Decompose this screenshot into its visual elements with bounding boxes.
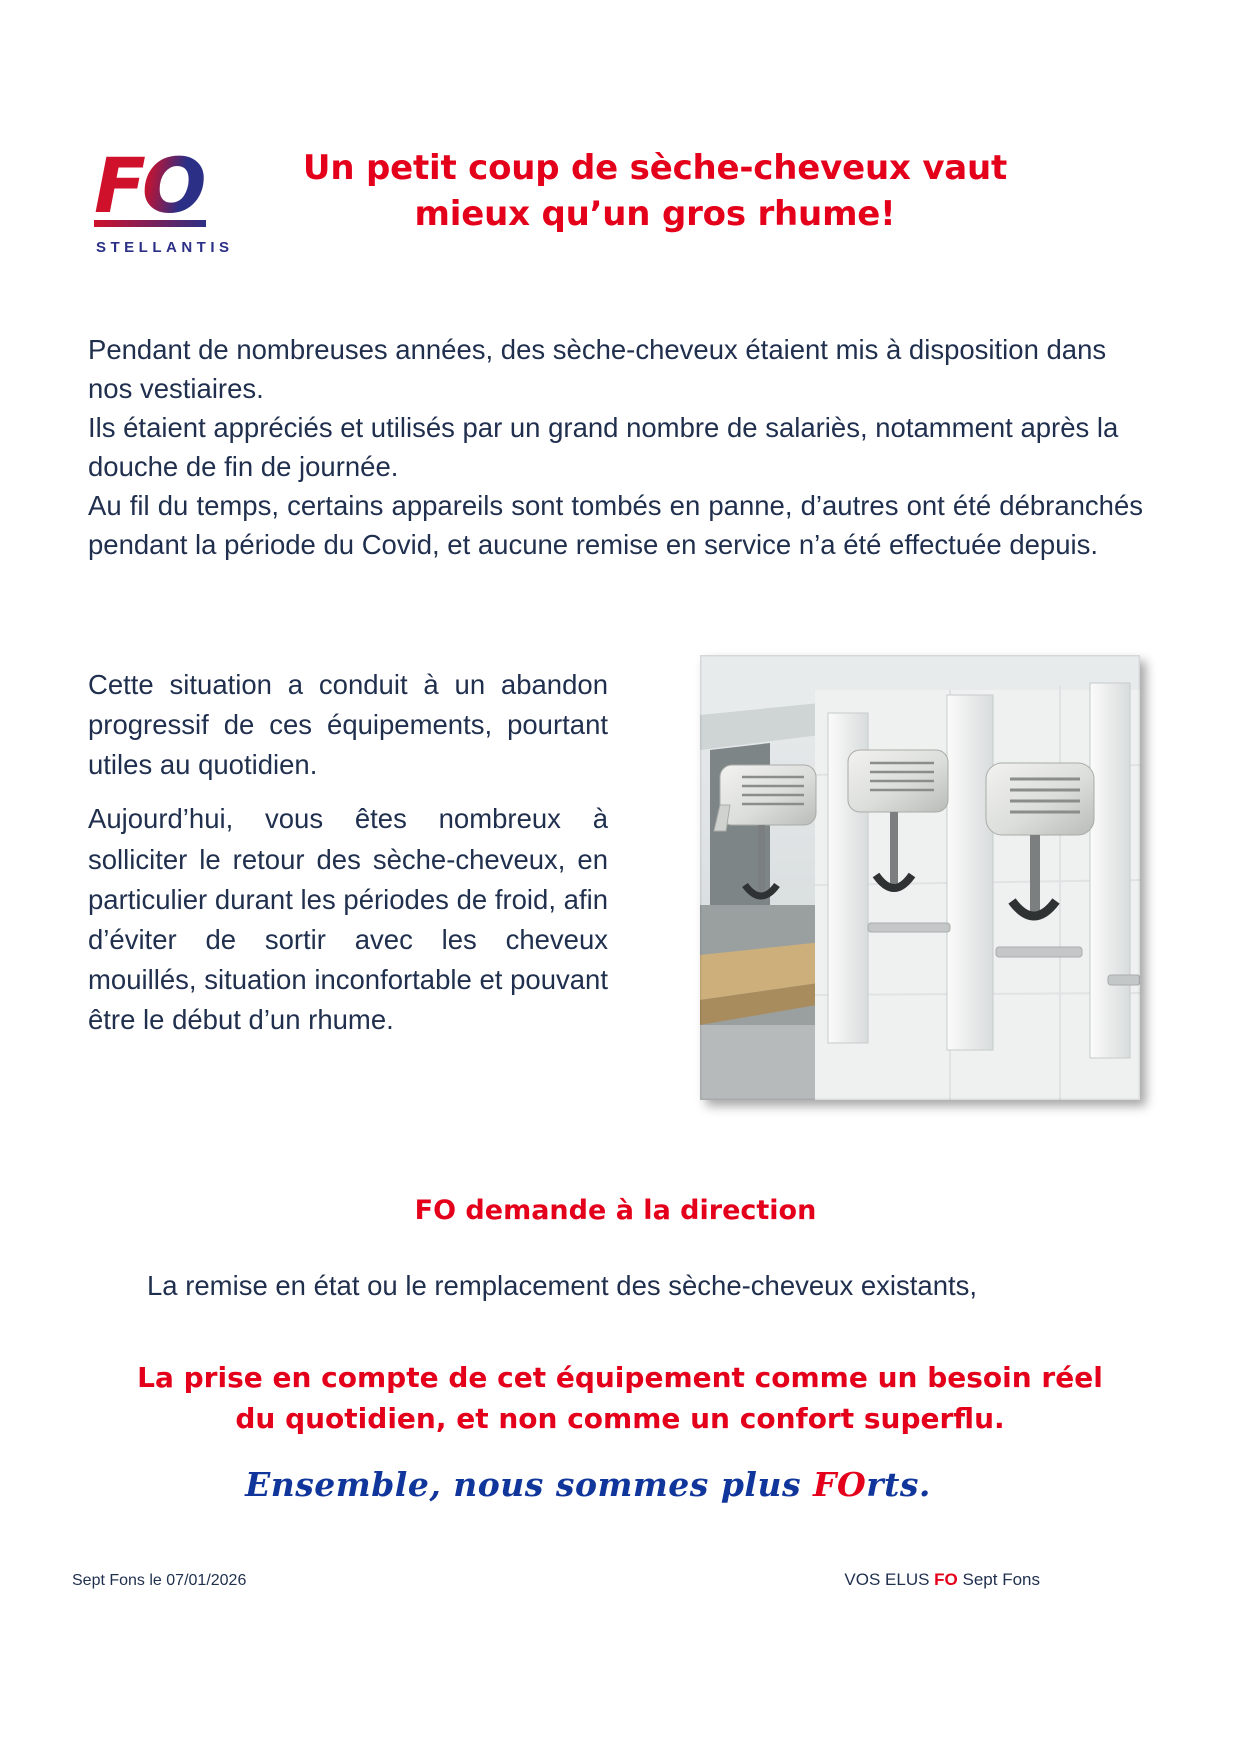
demand-title: FO demande à la direction	[414, 1195, 817, 1226]
slogan-prefix: Ensemble, nous sommes plus	[245, 1465, 814, 1504]
fo-stellantis-logo	[88, 141, 238, 283]
footer-signature-suffix: Sept Fons	[957, 1570, 1040, 1589]
highlight-line-1: La prise en compte de cet équipement comme un besoin réel	[137, 1361, 1103, 1394]
intro-paragraph-2: Ils étaient appréciés et utilisés par un grand nombre de salariès, notamment après la douche de fin de journée.	[88, 412, 1119, 483]
slogan	[88, 1465, 1088, 1504]
highlight-statement	[120, 1358, 1120, 1439]
demand-list	[125, 1238, 1135, 1333]
document-header	[0, 140, 1240, 280]
page-title	[250, 146, 1060, 238]
intro-paragraph-1: Pendant de nombreuses années, des sèche-cheveux étaient mis à disposition dans nos vestiaires.	[88, 334, 1107, 405]
body-paragraph-2: Aujourd’hui, vous êtes nombreux à solliciter le retour des sèche-cheveux, en particulier durant les périodes de froid, afin d’éviter de sortir avec les cheveux mouillés, situation inconfortable et pouvant être le début d’un rhume.	[88, 803, 608, 1036]
footer-signature	[844, 1570, 1040, 1590]
logo-stellantis-text: STELLANTIS	[96, 239, 234, 256]
intro-section	[88, 330, 1143, 564]
slogan-fo: FO	[813, 1465, 867, 1504]
body-left-column	[88, 665, 608, 1040]
highlight-line-2: du quotidien, et non comme un confort superflu.	[235, 1401, 1005, 1435]
photo-hair-dryers	[700, 655, 1140, 1100]
photo-illustration	[700, 655, 1140, 1100]
footer-date: Sept Fons le 07/01/2026	[72, 1572, 247, 1589]
intro-paragraph-3: Au fil du temps, certains appareils sont tombés en panne, d’autres ont été débranchés pendant la période du Covid, et aucune remise en service n’a été effectuée depuis.	[88, 490, 1143, 561]
page-title-line-1: Un petit coup de sèche-cheveux vaut	[302, 148, 1008, 188]
demand-item-1: La remise en état ou le remplacement des sèche-cheveux existants,	[147, 1269, 978, 1301]
logo-fo-text: FO	[88, 148, 238, 224]
slogan-suffix: rts.	[866, 1465, 931, 1504]
body-paragraph-1: Cette situation a conduit à un abandon progressif de ces équipements, pourtant utiles au quotidien.	[88, 669, 608, 781]
footer-signature-prefix: VOS ELUS	[844, 1570, 935, 1589]
footer-signature-fo: FO	[934, 1570, 958, 1589]
page-title-line-2: mieux qu’un gros rhume!	[414, 193, 896, 234]
